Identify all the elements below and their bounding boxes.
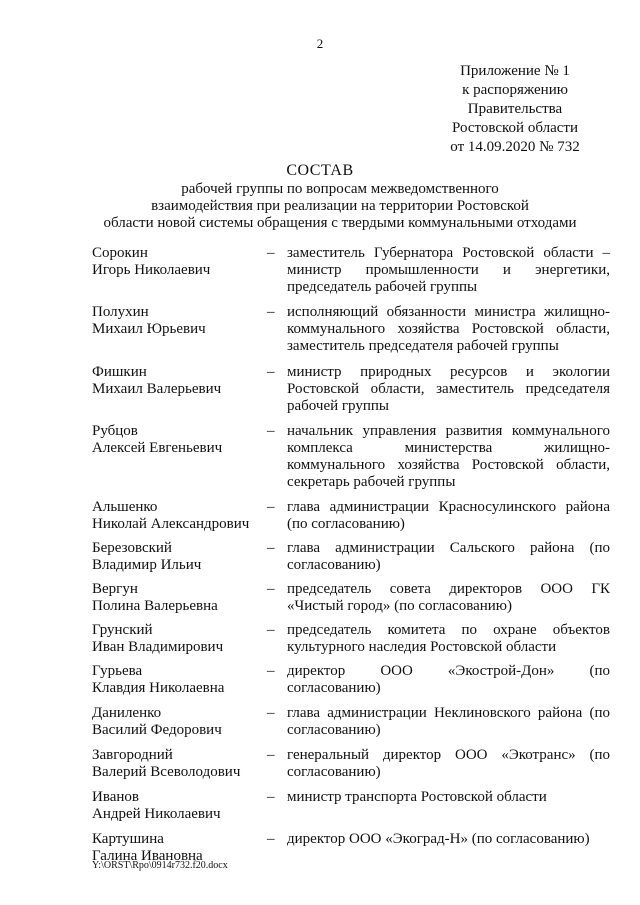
- member-row: [92, 663, 612, 697]
- member-name: [92, 304, 267, 355]
- appendix-line: к распоряжению: [462, 82, 568, 98]
- document-subtitle: [60, 181, 620, 232]
- member-role: председатель комитета по охране объектов культурного наследия Ростовской области: [287, 622, 610, 655]
- member-dash: –: [267, 663, 275, 679]
- member-given-name: Андрей Николаевич: [92, 806, 221, 822]
- appendix-line: Ростовской области: [452, 120, 578, 136]
- member-role: исполняющий обязанности министра жилищно-коммунального хозяйства Ростовской области, заместитель председателя рабочей группы: [287, 304, 610, 354]
- member-name: [92, 245, 267, 296]
- appendix-line: Правительства: [467, 101, 563, 117]
- member-dash: –: [267, 304, 275, 320]
- member-given-name: Валерий Всеволодович: [92, 764, 241, 780]
- member-role: министр транспорта Ростовской области: [287, 789, 547, 805]
- member-surname: Даниленко: [92, 705, 162, 721]
- member-surname: Фишкин: [92, 364, 147, 380]
- member-name: [92, 581, 267, 615]
- member-role: глава администрации Красносулинского района (по согласованию): [287, 499, 610, 532]
- member-given-name: Владимир Ильич: [92, 557, 202, 573]
- file-path-footer: Y:\ORST\Rpo\0914r732.f20.docx: [92, 860, 228, 871]
- member-role: начальник управления развития коммунального комплекса министерства жилищно-коммунального хозяйства Ростовской области, секретарь рабочей группы: [287, 423, 610, 490]
- member-dash: –: [267, 245, 275, 261]
- appendix-header: [440, 62, 590, 157]
- member-name: [92, 622, 267, 656]
- member-dash: –: [267, 364, 275, 380]
- member-given-name: Николай Александрович: [92, 516, 250, 532]
- member-name: [92, 499, 267, 533]
- member-surname: Сорокин: [92, 245, 148, 261]
- member-surname: Грунский: [92, 622, 153, 638]
- member-row: [92, 423, 612, 491]
- member-row: [92, 540, 612, 574]
- member-name: [92, 540, 267, 574]
- member-role: министр природных ресурсов и экологии Ростовской области, заместитель председателя рабочей группы: [287, 364, 610, 414]
- member-row: [92, 581, 612, 615]
- member-row: [92, 245, 612, 296]
- member-given-name: Михаил Валерьевич: [92, 381, 222, 397]
- member-name: [92, 364, 267, 415]
- member-surname: Альшенко: [92, 499, 158, 515]
- member-given-name: Галина Ивановна: [92, 848, 203, 864]
- member-name: [92, 423, 267, 491]
- member-given-name: Михаил Юрьевич: [92, 321, 206, 337]
- member-dash: –: [267, 581, 275, 597]
- member-dash: –: [267, 831, 275, 847]
- member-surname: Полухин: [92, 304, 149, 320]
- member-row: [92, 364, 612, 415]
- member-name: [92, 789, 267, 823]
- member-name: [92, 663, 267, 697]
- member-given-name: Игорь Николаевич: [92, 262, 211, 278]
- subtitle-line: области новой системы обращения с твердыми коммунальными отходами: [103, 215, 577, 231]
- member-row: [92, 499, 612, 533]
- member-dash: –: [267, 789, 275, 805]
- member-row: [92, 304, 612, 355]
- member-surname: Картушина: [92, 831, 164, 847]
- member-dash: –: [267, 622, 275, 638]
- member-name: [92, 747, 267, 781]
- appendix-line: от 14.09.2020 № 732: [450, 139, 580, 155]
- member-surname: Вергун: [92, 581, 138, 597]
- member-role: директор ООО «Экоград-Н» (по согласованию): [287, 831, 590, 847]
- page-number: 2: [316, 36, 324, 51]
- member-role: глава администрации Сальского района (по согласованию): [287, 540, 610, 573]
- member-row: [92, 789, 612, 823]
- document-title: СОСТАВ: [286, 162, 354, 179]
- appendix-line: Приложение № 1: [460, 63, 570, 79]
- member-surname: Завгородний: [92, 747, 173, 763]
- member-given-name: Клавдия Николаевна: [92, 680, 225, 696]
- subtitle-line: взаимодействия при реализации на территории Ростовской: [151, 198, 529, 214]
- member-dash: –: [267, 705, 275, 721]
- member-surname: Гурьева: [92, 663, 143, 679]
- member-surname: Иванов: [92, 789, 139, 805]
- member-name: [92, 705, 267, 739]
- member-role: директор ООО «Экострой-Дон» (по согласованию): [287, 663, 610, 696]
- member-dash: –: [267, 540, 275, 556]
- member-given-name: Василий Федорович: [92, 722, 222, 738]
- subtitle-line: рабочей группы по вопросам межведомственного: [181, 181, 499, 197]
- members-list: [92, 245, 612, 865]
- member-role: председатель совета директоров ООО ГК «Чистый город» (по согласованию): [287, 581, 610, 614]
- member-given-name: Алексей Евгеньевич: [92, 440, 223, 456]
- member-role: заместитель Губернатора Ростовской области – министр промышленности и энергетики, председатель рабочей группы: [287, 245, 610, 295]
- member-dash: –: [267, 747, 275, 763]
- member-given-name: Иван Владимирович: [92, 639, 224, 655]
- member-surname: Березовский: [92, 540, 172, 556]
- member-dash: –: [267, 499, 275, 515]
- member-row: [92, 622, 612, 656]
- member-surname: Рубцов: [92, 423, 138, 439]
- member-dash: –: [267, 423, 275, 439]
- member-row: [92, 705, 612, 739]
- member-row: [92, 747, 612, 781]
- member-given-name: Полина Валерьевна: [92, 598, 218, 614]
- member-role: генеральный директор ООО «Экотранс» (по согласованию): [287, 747, 610, 780]
- member-role: глава администрации Неклиновского района (по согласованию): [287, 705, 610, 738]
